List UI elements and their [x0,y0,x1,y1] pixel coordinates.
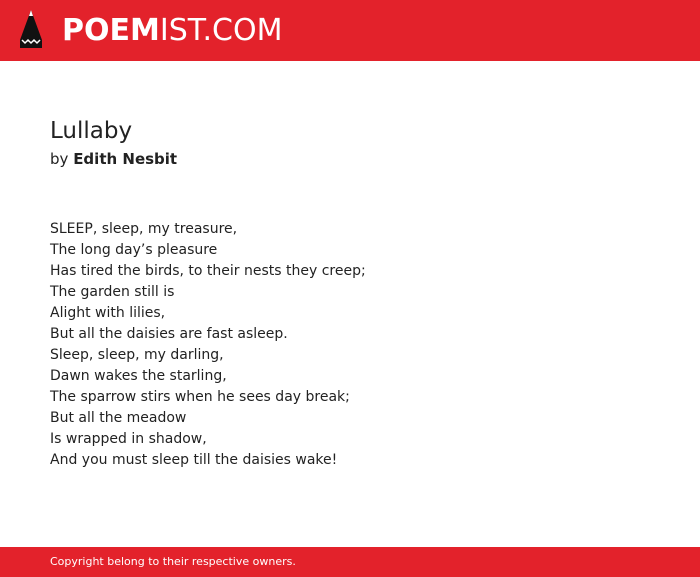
copyright-text: Copyright belong to their respective owners. [50,555,296,568]
logo-text-light: IST.COM [159,13,283,48]
poem-line: SLEEP, sleep, my treasure, [50,221,238,237]
poem-title: Lullaby [50,118,133,144]
poem-body [50,219,366,471]
poem-line: The garden still is [50,284,175,300]
site-logo[interactable] [62,12,282,50]
poem-line: The long day’s pleasure [50,242,218,258]
poem-line: Dawn wakes the starling, [50,368,227,384]
by-label: by [50,150,69,168]
site-footer [0,547,700,577]
poem-line: But all the daisies are fast asleep. [50,326,288,342]
logo-text-bold: POEM [62,13,160,48]
poem-line: The sparrow stirs when he sees day break; [50,389,350,405]
site-header [0,0,700,61]
poem-author: Edith Nesbit [73,150,178,168]
poem-line: And you must sleep till the daisies wake! [50,452,338,468]
pencil-logo-icon[interactable] [18,10,44,52]
poem-line: Is wrapped in shadow, [50,431,207,447]
poem-line: Has tired the birds, to their nests they creep; [50,263,366,279]
poem-line: Alight with lilies, [50,305,166,321]
poem-line: Sleep, sleep, my darling, [50,347,224,363]
poem-byline [50,149,177,169]
poem-line: But all the meadow [50,410,187,426]
